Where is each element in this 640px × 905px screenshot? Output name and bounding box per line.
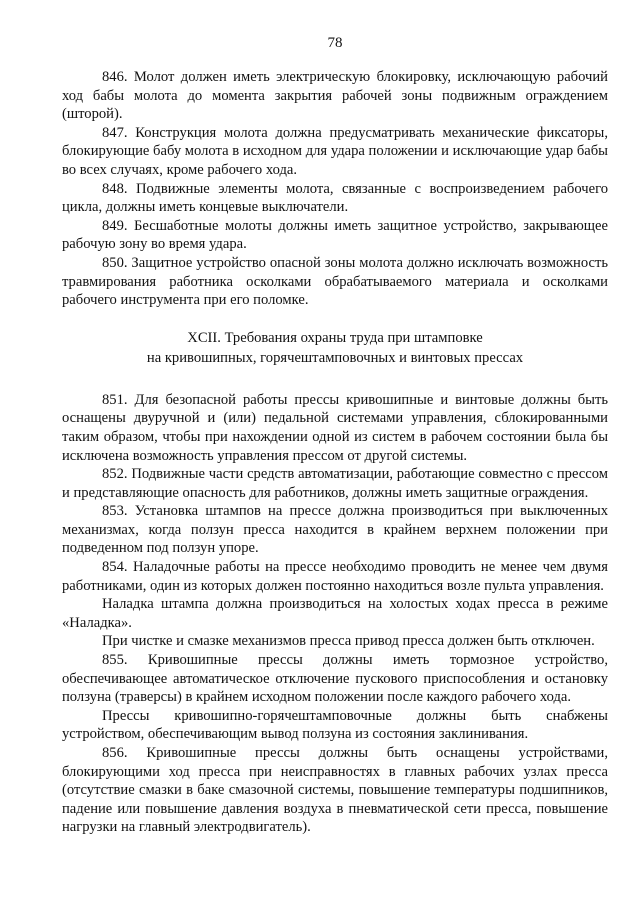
paragraph-850: 850. Защитное устройство опасной зоны молота должно исключать возможность травмирования работника осколками обрабатываемого материала и осколками рабочего инструмента при его поломке. [62, 254, 608, 309]
paragraph-854-setup: Наладка штампа должна производиться на холостых ходах пресса в режиме «Наладка». [62, 596, 608, 631]
paragraph-854: 854. Наладочные работы на прессе необходимо проводить не менее чем двумя работниками, один из которых должен постоянно находиться возле пульта управления. [62, 559, 608, 594]
paragraph-855: 855. Кривошипные прессы должны иметь тормозное устройство, обеспечивающее автоматическое отключение пускового приспособления и остановку ползуна (траверсы) в крайнем исходном положении после каждого рабочего хода. [62, 652, 608, 706]
paragraph-852: 852. Подвижные части средств автоматизации, работающие совместно с прессом и представляющие опасность для работников, должны иметь защитные ограждения. [62, 466, 608, 501]
section-heading-line-1: XCII. Требования охраны труда при штамповке [187, 329, 483, 346]
paragraph-848: 848. Подвижные элементы молота, связанные с воспроизведением рабочего цикла, должны иметь концевые выключатели. [62, 180, 608, 216]
paragraph-854-cleaning: При чистке и смазке механизмов пресса привод пресса должен быть отключен. [102, 633, 595, 650]
paragraph-853: 853. Установка штампов на прессе должна производиться при выключенных механизмах, когда ползун пресса находится в крайнем верхнем положении при подведенном под ползун упоре. [62, 503, 608, 557]
page-number: 78 [327, 35, 343, 51]
paragraph-851: 851. Для безопасной работы прессы кривошипные и винтовые должны быть оснащены двуручной и (или) педальной системами управления, сблокированными таким образом, чтобы при нахождении одной из систем в рабочем состоянии была бы исключена возможность управления прессом от другой системы. [62, 391, 608, 464]
section-heading-line-2: на кривошипных, горячештамповочных и винтовых прессах [146, 349, 524, 366]
section-heading [62, 328, 608, 368]
paragraph-846: 846. Молот должен иметь электрическую блокировку, исключающую рабочий ход бабы молота до момента закрытия рабочей зоны подвижным ограждением (шторой). [62, 69, 608, 123]
paragraph-847: 847. Конструкция молота должна предусматривать механические фиксаторы, блокирующие бабу молота в исходном для удара положении и исключающие удар бабы во всех случаях, кроме рабочего хода. [62, 124, 608, 178]
paragraph-856: 856. Кривошипные прессы должны быть оснащены устройствами, блокирующими ход пресса при неисправностях в главных рабочих узлах пресса (отсутствие смазки в баке смазочной системы, повышение температуры подшипников, падение или повышение давления воздуха в пневматической сети пресса, повышение нагрузки на главный электродвигатель). [62, 745, 608, 836]
paragraph-849: 849. Бесшаботные молоты должны иметь защитное устройство, закрывающее рабочую зону во время удара. [62, 217, 608, 253]
paragraph-855-presses: Прессы кривошипно-горячештамповочные должны быть снабжены устройством, обеспечивающим вывод ползуна из состояния заклинивания. [62, 707, 608, 743]
